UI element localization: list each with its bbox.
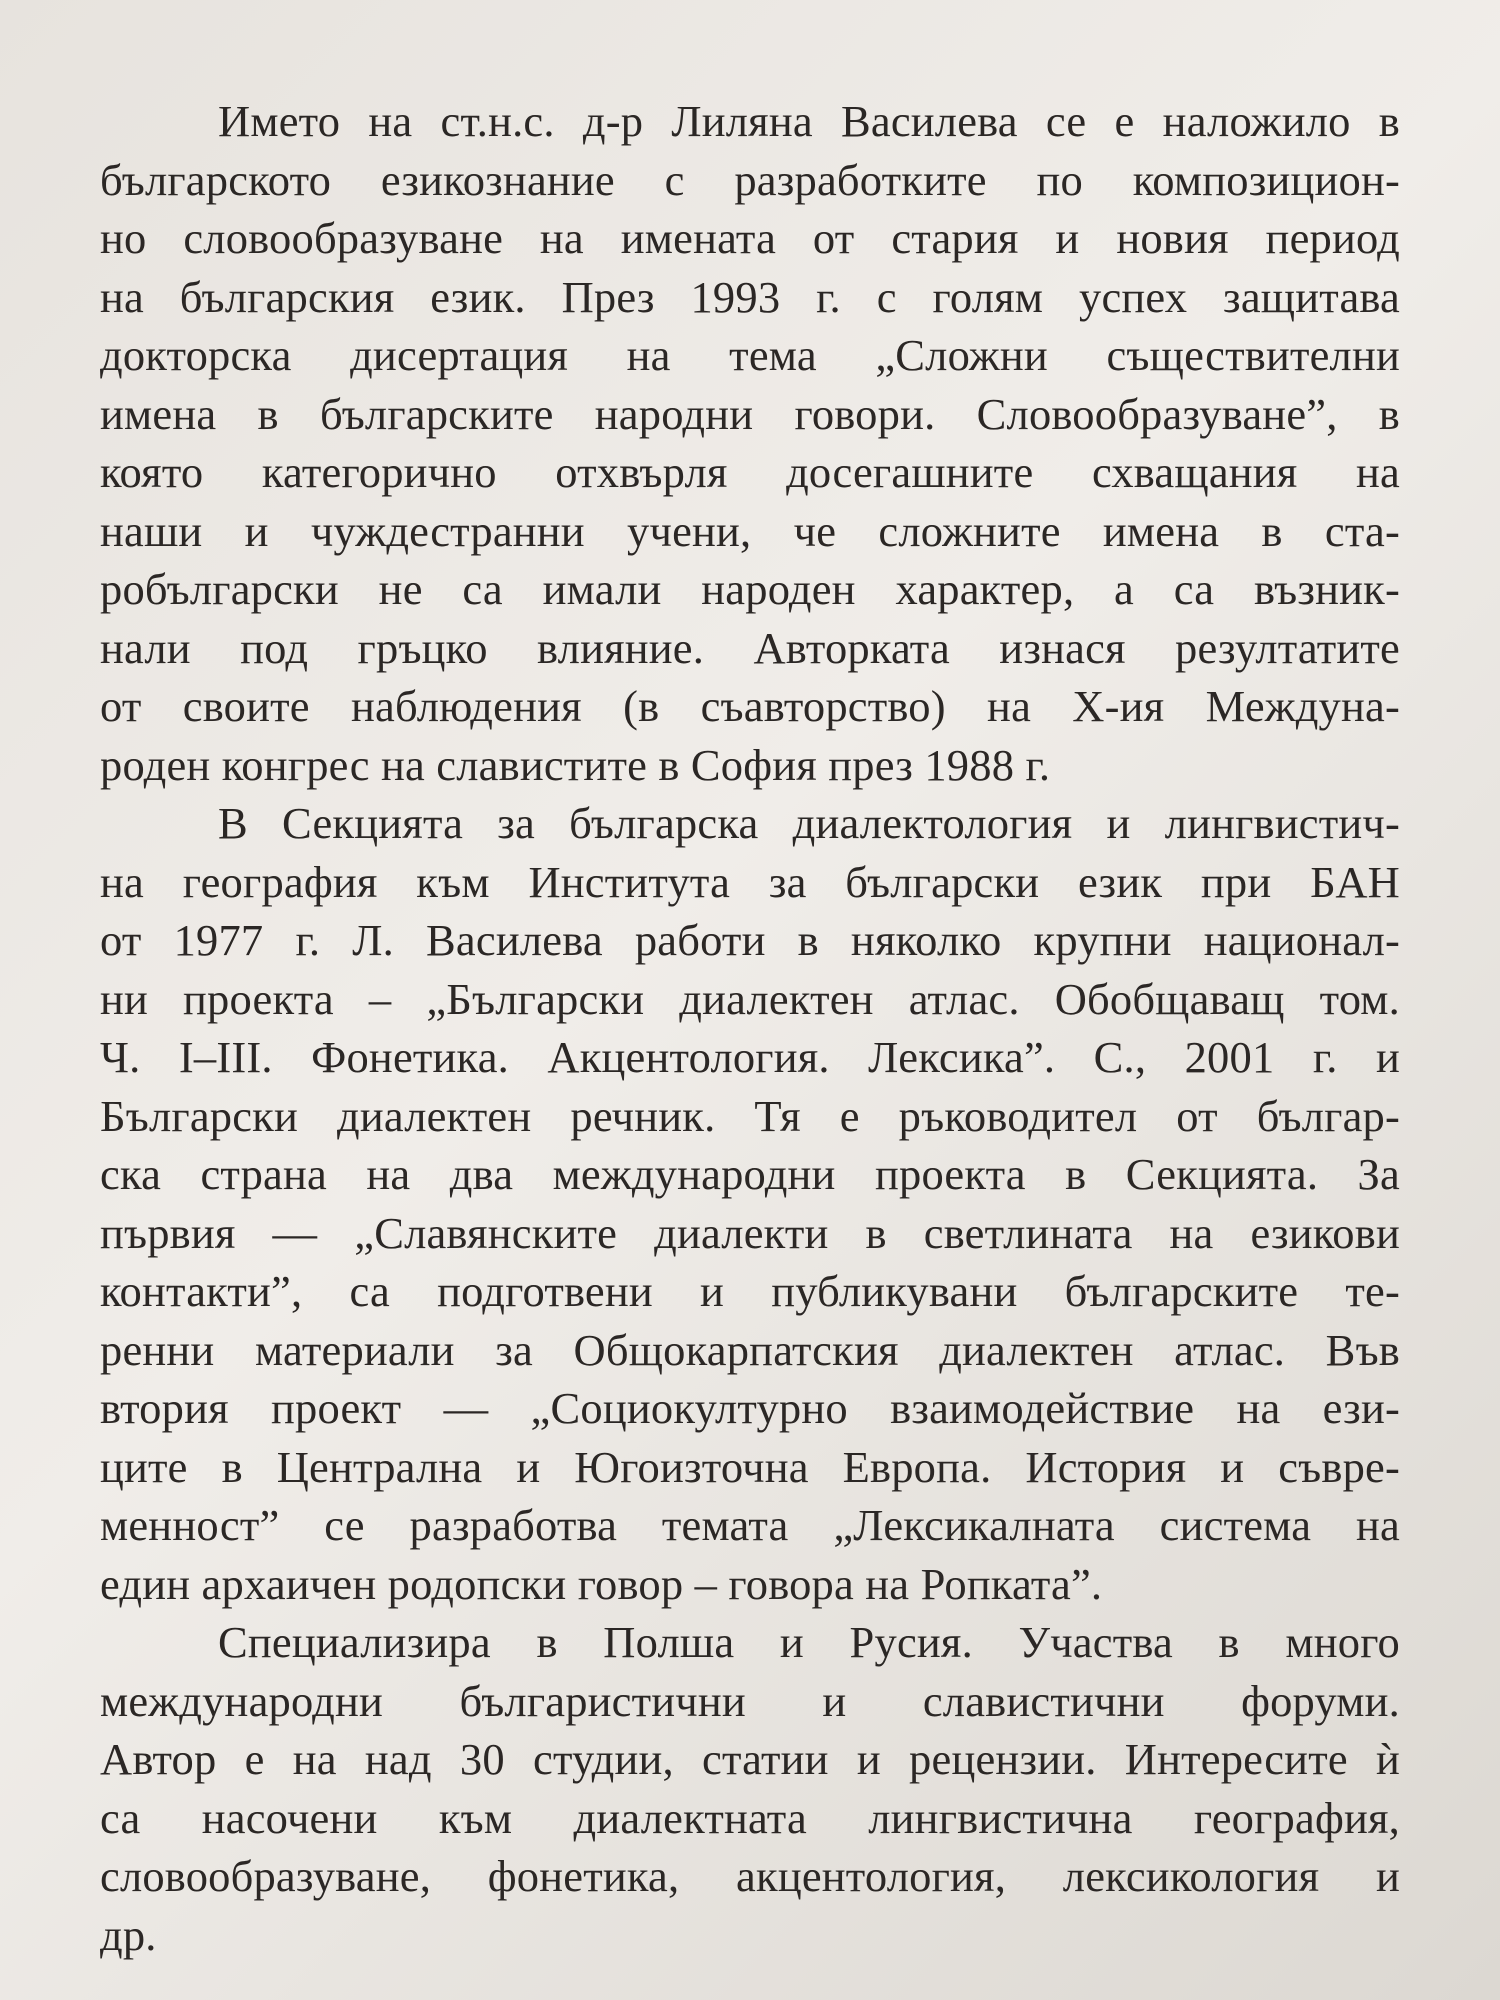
text-line: от своите наблюдения (в съавторство) на Х-ия Междуна- (100, 681, 1400, 731)
text-line: ренни материали за Общокарпатския диалектен атлас. Във (100, 1324, 1400, 1375)
text-line: наши и чуждестранни учени, че сложните имена в ста- (100, 505, 1400, 556)
text-line: словообразуване, фонетика, акцентология, лексикология и (100, 1851, 1400, 1901)
text-line: един архаичен родопски говор – говора на Ропката”. (100, 1558, 1103, 1609)
text-line: др. (100, 1909, 157, 1960)
text-line: ска страна на два международни проекта в Секцията. За (100, 1149, 1400, 1199)
text-line: Името на ст.н.с. д-р Лиляна Василева се е наложило в (218, 96, 1400, 146)
text-line: международни българистични и славистични форуми. (100, 1675, 1400, 1726)
text-line: са насочени към диалектната лингвистична география, (100, 1792, 1400, 1843)
text-line: на българския език. През 1993 г. с голям успех защитава (100, 271, 1400, 322)
text-line: имена в българските народни говори. Словообразуване”, в (100, 388, 1400, 439)
text-line: докторска дисертация на тема „Сложни съществителни (100, 330, 1400, 380)
paragraph-2 (100, 794, 1400, 1613)
text-line: контакти”, са подготвени и публикувани българските те- (100, 1266, 1400, 1316)
paragraph-1 (100, 92, 1400, 794)
text-line: но словообразуване на имената от стария и новия период (100, 213, 1400, 263)
text-line: от 1977 г. Л. Василева работи в няколко крупни национал- (100, 915, 1400, 965)
text-line: която категорично отхвърля досегашните схващания на (100, 447, 1400, 497)
text-line: Специализира в Полша и Русия. Участва в много (218, 1617, 1400, 1667)
text-line: ците в Централна и Югоизточна Европа. История и съвре- (100, 1441, 1400, 1492)
text-line: Ч. I–III. Фонетика. Акцентология. Лексика”. С., 2001 г. и (100, 1032, 1400, 1082)
text-line: ни проекта – „Български диалектен атлас. Обобщаващ том. (100, 973, 1400, 1024)
text-line: първия — „Славянските диалекти в светлината на езикови (100, 1207, 1400, 1258)
text-line: робългарски не са имали народен характер, а са възник- (100, 564, 1400, 614)
page-text (100, 92, 1400, 1964)
text-line: българското езикознание с разработките по композицион- (100, 154, 1400, 205)
text-line: В Секцията за българска диалектология и лингвистич- (218, 798, 1400, 848)
text-line: менност” се разработва темата „Лексикалната система на (100, 1500, 1400, 1550)
text-line: Български диалектен речник. Тя е ръководител от българ- (100, 1090, 1400, 1141)
text-line: на география към Института за български език при БАН (100, 856, 1400, 907)
text-line: нали под гръцко влияние. Авторката изнася резултатите (100, 622, 1400, 673)
text-line: роден конгрес на славистите в София през 1988 г. (100, 739, 1051, 790)
text-line: втория проект — „Социокултурно взаимодействие на ези- (100, 1383, 1400, 1433)
text-line: Автор е на над 30 студии, статии и рецензии. Интересите ѝ (100, 1734, 1400, 1784)
paragraph-3 (100, 1613, 1400, 1964)
